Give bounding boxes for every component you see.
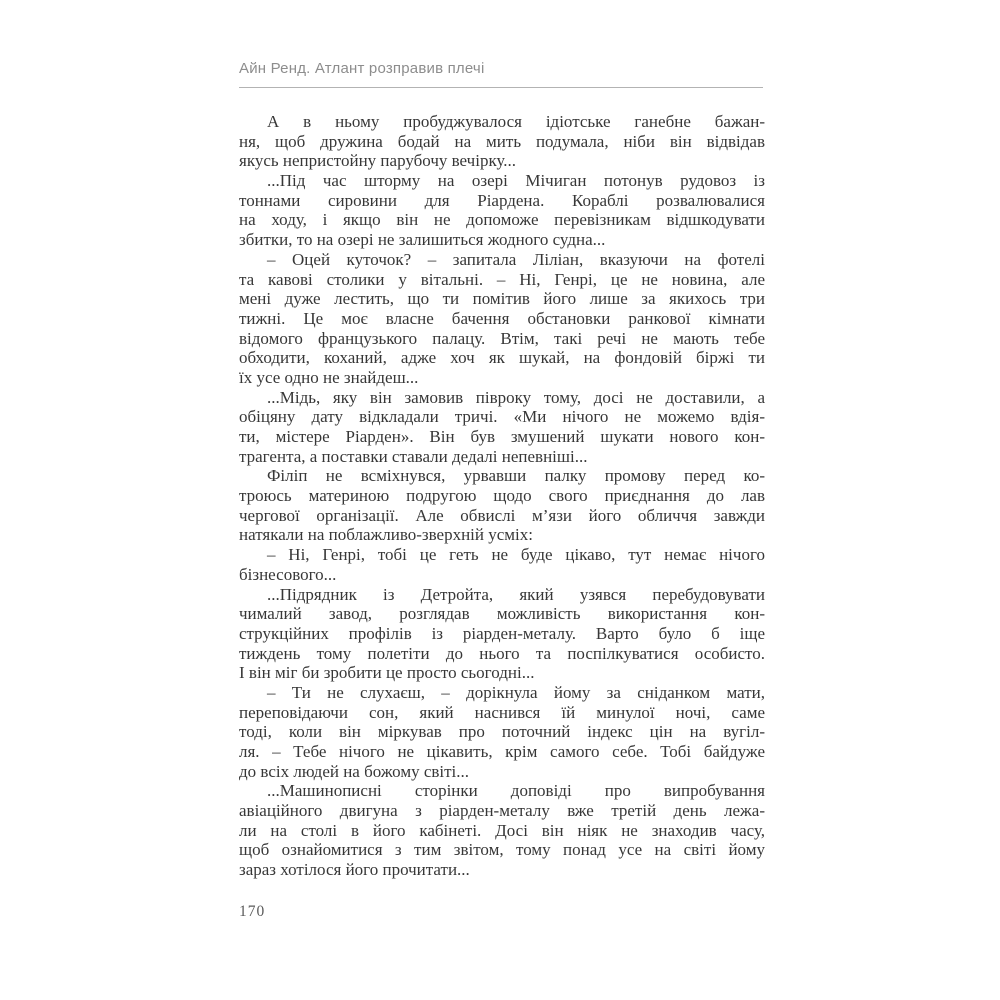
paragraph <box>239 781 765 879</box>
paragraph <box>239 250 765 388</box>
text-line: ...Під час шторму на озері Мічиган потонув рудовоз із <box>267 171 765 191</box>
text-line: чималий завод, розглядав можливість використання кон- <box>239 604 765 624</box>
text-line: обіцяну дату відкладали тричі. «Ми нічого не можемо вдія- <box>239 407 765 427</box>
text-line: зараз хотілося його прочитати... <box>239 860 470 880</box>
paragraph <box>239 388 765 467</box>
text-line: бізнесового... <box>239 564 337 584</box>
text-line: тиждень тому полетіти до нього та поспілкуватися особисто. <box>239 643 765 663</box>
text-line: ...Машинописні сторінки доповіді про випробування <box>267 781 765 801</box>
paragraph <box>239 545 765 584</box>
text-line: їх усе одно не знайдеш... <box>239 367 419 387</box>
page-number: 170 <box>239 903 266 920</box>
text-line: А в ньому пробуджувалося ідіотське ганебне бажан- <box>267 112 765 131</box>
paragraph <box>239 683 765 781</box>
text-line: на ходу, і якщо він не допоможе перевізникам відшкодувати <box>239 210 765 230</box>
text-line: ли на столі в його кабінеті. Досі він ніяк не знаходив часу, <box>239 820 765 840</box>
text-line: та кавові столики у вітальні. – Ні, Генрі, це не новина, але <box>239 269 765 289</box>
text-line: ня, щоб дружина бодай на мить подумала, ніби він відвідав <box>239 131 765 151</box>
text-line: натякали на поблажливо-зверхній усміх: <box>239 525 534 545</box>
text-line: Філіп не всміхнувся, урвавши палку промову перед ко- <box>267 466 765 486</box>
text-line: струкційних профілів із ріарден-металу. Варто було б іще <box>239 623 765 643</box>
text-line: – Ні, Генрі, тобі це геть не буде цікаво, тут немає нічого <box>267 545 765 565</box>
text-line: тоді, коли він міркував про поточний індекс цін на вугіл- <box>239 722 765 742</box>
paragraph <box>239 585 765 683</box>
text-line: тоннами сировини для Ріардена. Кораблі розвалювалися <box>239 190 765 210</box>
text-line: – Оцей куточок? – запитала Ліліан, вказуючи на фотелі <box>267 249 765 269</box>
text-line: відомого французького палацу. Втім, такі речі не мають тебе <box>239 328 765 348</box>
text-line: авіаційного двигуна з ріарден-металу вже третій день лежа- <box>239 801 765 821</box>
text-line: до всіх людей на божому світі... <box>239 761 470 781</box>
text-line: ...Підрядник із Детройта, який узявся перебудовувати <box>267 584 765 604</box>
text-line: чергової організації. Але обвислі м’язи його обличчя завжди <box>239 505 765 525</box>
text-line: ти, містере Ріарден». Він був змушений шукати нового кон- <box>239 427 765 446</box>
text-line: щоб ознайомитися з тим звітом, тому понад усе на світі йому <box>239 840 765 860</box>
text-line: переповідаючи сон, який наснився їй минулої ночі, саме <box>239 702 765 722</box>
text-line: обходити, коханий, адже хоч як шукай, на фондовій біржі ти <box>239 348 765 368</box>
text-line: І він міг би зробити це просто сьогодні... <box>239 663 535 683</box>
body-text <box>239 112 765 880</box>
text-line: якусь непристойну парубочу вечірку... <box>239 151 517 171</box>
text-line: мені дуже лестить, що ти помітив його лише за якихось три <box>239 289 765 309</box>
paragraph <box>239 112 765 171</box>
running-header: Айн Ренд. Атлант розправив плечі <box>239 60 763 88</box>
text-line: – Ти не слухаєш, – дорікнула йому за сніданком мати, <box>267 682 765 702</box>
text-line: трагента, а поставки ставали дедалі непевніші... <box>239 446 588 466</box>
text-line: тижні. Це моє власне бачення обстановки ранкової кімнати <box>239 308 765 328</box>
text-line: троюсь материною подругою щодо свого приєднання до лав <box>239 486 765 506</box>
text-line: ля. – Тебе нічого не цікавить, крім самого себе. Тобі байдуже <box>239 742 765 761</box>
text-line: ...Мідь, яку він замовив півроку тому, досі не доставили, а <box>267 387 765 407</box>
paragraph <box>239 466 765 545</box>
text-line: збитки, то на озері не залишиться жодного судна... <box>239 230 606 250</box>
paragraph <box>239 171 765 250</box>
